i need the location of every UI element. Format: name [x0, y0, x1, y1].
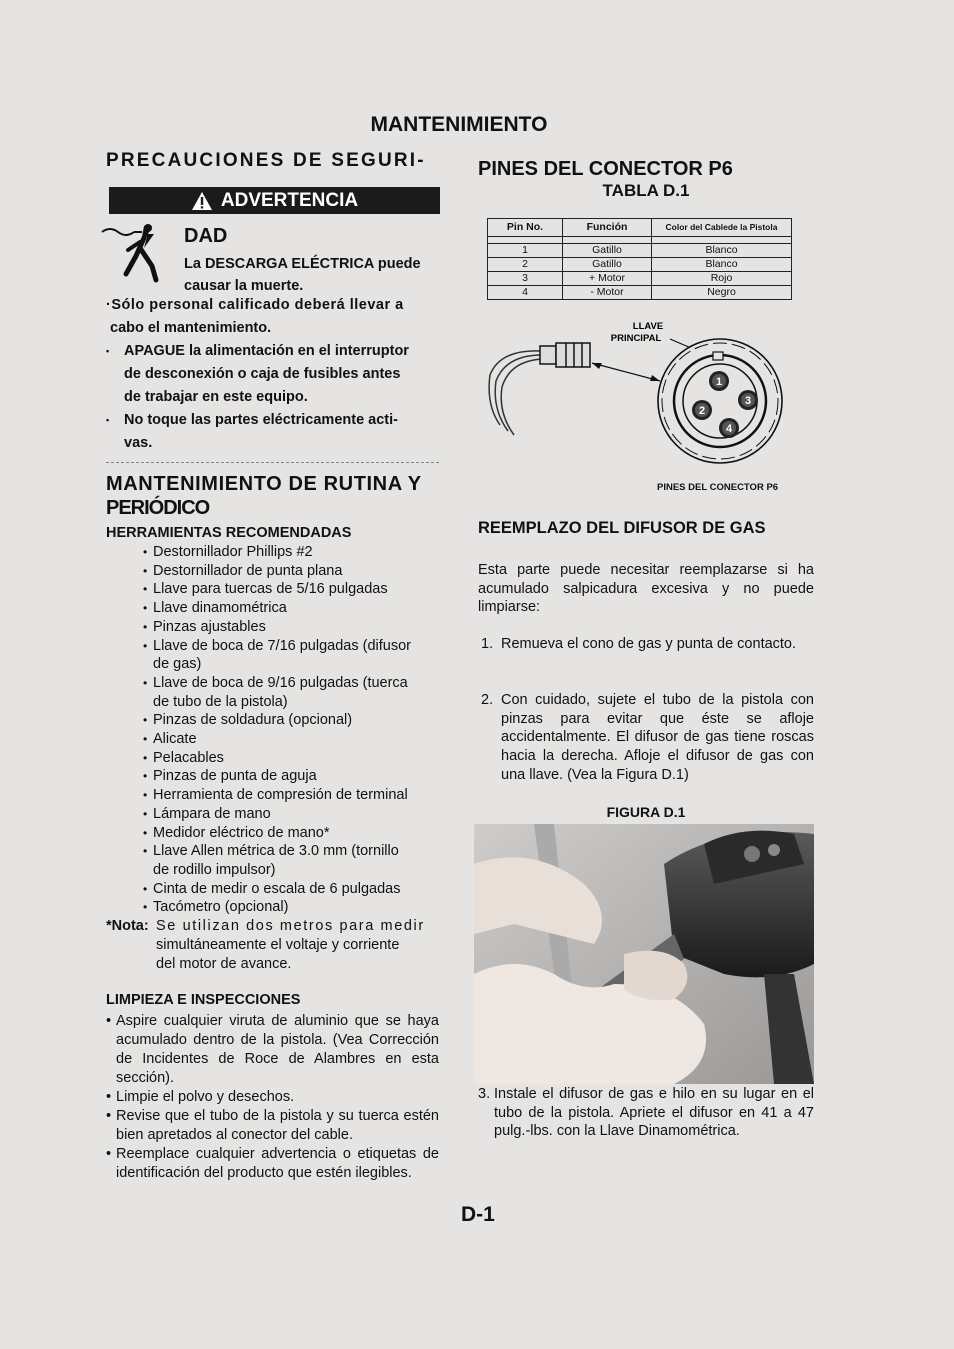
pin-1-icon — [709, 371, 729, 391]
step-2: 2. Con cuidado, sujete el tubo de la pistola con pinzas para evitar que éste se afloje accidentalmente. El difusor de gas tiene roscas hacia la derecha. Afloje el difusor de gas con una llave. (Vea la Figura D.1) — [481, 692, 814, 783]
safety-heading-continued: DAD — [184, 225, 228, 247]
table-cell: Gatillo — [563, 244, 652, 258]
section-divider — [106, 462, 439, 463]
column-header: Pin No. — [488, 219, 563, 237]
safety-bullets — [106, 294, 439, 455]
column-header: Color del Cablede la Pistola — [652, 219, 792, 237]
tool-item: • Lámpara de mano — [143, 805, 271, 822]
safety-bullet-3: • No toque las partes eléctricamente acti- vas. — [106, 412, 398, 451]
table-cell: 2 — [488, 258, 563, 272]
table-cell: Blanco — [652, 244, 792, 258]
cleaning-item: • Aspire cualquier viruta de aluminio que se haya acumulado dentro de la pistola. (Vea Corrección de Incidentes de Roce de Alambres en esta sección). — [106, 1013, 439, 1086]
tool-item: • Pelacables — [143, 749, 224, 766]
tool-item: • Cinta de medir o escala de 6 pulgadas — [143, 880, 401, 897]
safety-bullet-1: ·Sólo personal calificado deberá llevar a cabo el mantenimiento. — [106, 297, 404, 336]
key-label-2: PRINCIPAL — [610, 333, 662, 344]
svg-text:4: 4 — [725, 423, 733, 435]
tool-item: • Pinzas de punta de aguja — [143, 768, 317, 785]
tool-item: • Pinzas ajustables — [143, 618, 266, 635]
page-title: MANTENIMIENTO — [370, 113, 548, 136]
warning-triangle-icon — [191, 191, 213, 211]
table-cell: Rojo — [652, 272, 792, 286]
cleaning-heading: LIMPIEZA E INSPECCIONES — [106, 992, 301, 1008]
cleaning-list — [106, 1012, 439, 1183]
tool-item: • Medidor eléctrico de mano* — [143, 824, 330, 841]
table-cell: - Motor — [563, 286, 652, 300]
diagram-caption: PINES DEL CONECTOR P6 — [657, 482, 779, 493]
warning-label: ADVERTENCIA — [220, 189, 359, 211]
table-cell: Blanco — [652, 258, 792, 272]
safety-heading: PRECAUCIONES DE SEGURI- — [106, 150, 426, 171]
note-label: *Nota: — [106, 918, 149, 934]
pin-3-icon — [738, 390, 758, 410]
tool-item: • Llave para tuercas de 5/16 pulgadas — [143, 581, 388, 598]
cleaning-item: • Limpie el polvo y desechos. — [106, 1089, 295, 1105]
table-title: TABLA D.1 — [602, 181, 690, 200]
table-cell: + Motor — [563, 272, 652, 286]
figure-caption: FIGURA D.1 — [606, 804, 686, 820]
key-label: LLAVE — [632, 321, 664, 332]
table-cell: 3 — [488, 272, 563, 286]
step-1: 1. Remueva el cono de gas y punta de contacto. — [481, 636, 797, 652]
connector-face — [658, 339, 782, 463]
step-3: 3. Instale el difusor de gas e hilo en su lugar en el tubo de la pistola. Apriete el difusor en 41 a 47 pulg.-lbs. con la Llave Dinamométrica. — [478, 1086, 814, 1140]
tool-item: • Llave Allen métrica de 3.0 mm (tornillo de rodillo impulsor) — [143, 843, 399, 878]
shock-warning: La DESCARGA ELÉCTRICA puede causar la muerte. — [184, 256, 421, 294]
tool-item: • Llave de boca de 9/16 pulgadas (tuerca de tubo de la pistola) — [143, 674, 408, 710]
cleaning-item: • Reemplace cualquier advertencia o etiquetas de identificación del producto que estén ilegibles. — [106, 1146, 439, 1181]
figure-photo — [474, 824, 814, 1084]
table-cell: Gatillo — [563, 258, 652, 272]
cleaning-item: • Revise que el tubo de la pistola y su tuerca estén bien apretados al conector del cable. — [106, 1108, 439, 1143]
svg-text:3: 3 — [744, 395, 752, 407]
table-cell: 1 — [488, 244, 563, 258]
tools-heading: HERRAMIENTAS RECOMENDADAS — [106, 525, 352, 541]
connector-diagram — [480, 315, 820, 500]
tools-list — [143, 543, 439, 917]
pin-table — [487, 218, 792, 300]
tool-item: • Herramienta de compresión de terminal — [143, 787, 408, 804]
diffuser-heading: REEMPLAZO DEL DIFUSOR DE GAS — [478, 519, 766, 537]
tool-item: • Llave de boca de 7/16 pulgadas (difusor de gas) — [143, 637, 411, 673]
electric-shock-icon — [100, 222, 180, 289]
table-header-row — [488, 219, 792, 237]
safety-bullet-2: • APAGUE la alimentación en el interruptor de desconexión o caja de fusibles antes de trabajar en este equipo. — [106, 343, 409, 405]
tool-item: • Destornillador Phillips #2 — [143, 544, 313, 560]
table-row — [488, 272, 792, 286]
page-number: D-1 — [461, 1203, 495, 1226]
tool-item: • Pinzas de soldadura (opcional) — [143, 712, 353, 729]
tool-item: • Tacómetro (opcional) — [143, 899, 289, 916]
table-row — [488, 244, 792, 258]
connector-heading: PINES DEL CONECTOR P6 — [478, 158, 733, 180]
tool-item: • Destornillador de punta plana — [143, 562, 343, 579]
pin-4-icon — [719, 418, 739, 438]
pin-2-icon — [692, 400, 712, 420]
note: *Nota: Se utilizan dos metros para medir simultáneamente el voltaje y corriente del motor de avance. — [106, 918, 425, 972]
warning-bar — [109, 187, 440, 214]
diffuser-intro: Esta parte puede necesitar reemplazarse si ha acumulado salpicadura excesiva y no puede limpiarse: — [478, 562, 814, 616]
table-row — [488, 258, 792, 272]
tool-item: • Alicate — [143, 731, 197, 748]
svg-text:2: 2 — [698, 405, 706, 417]
svg-text:1: 1 — [715, 376, 723, 388]
tool-item: • Llave dinamométrica — [143, 600, 287, 617]
table-row — [488, 286, 792, 300]
routine-heading: MANTENIMIENTO DE RUTINA Y PERIÓDICO — [106, 473, 422, 519]
table-cell: Negro — [652, 286, 792, 300]
table-cell: 4 — [488, 286, 563, 300]
column-header: Función — [563, 219, 652, 237]
